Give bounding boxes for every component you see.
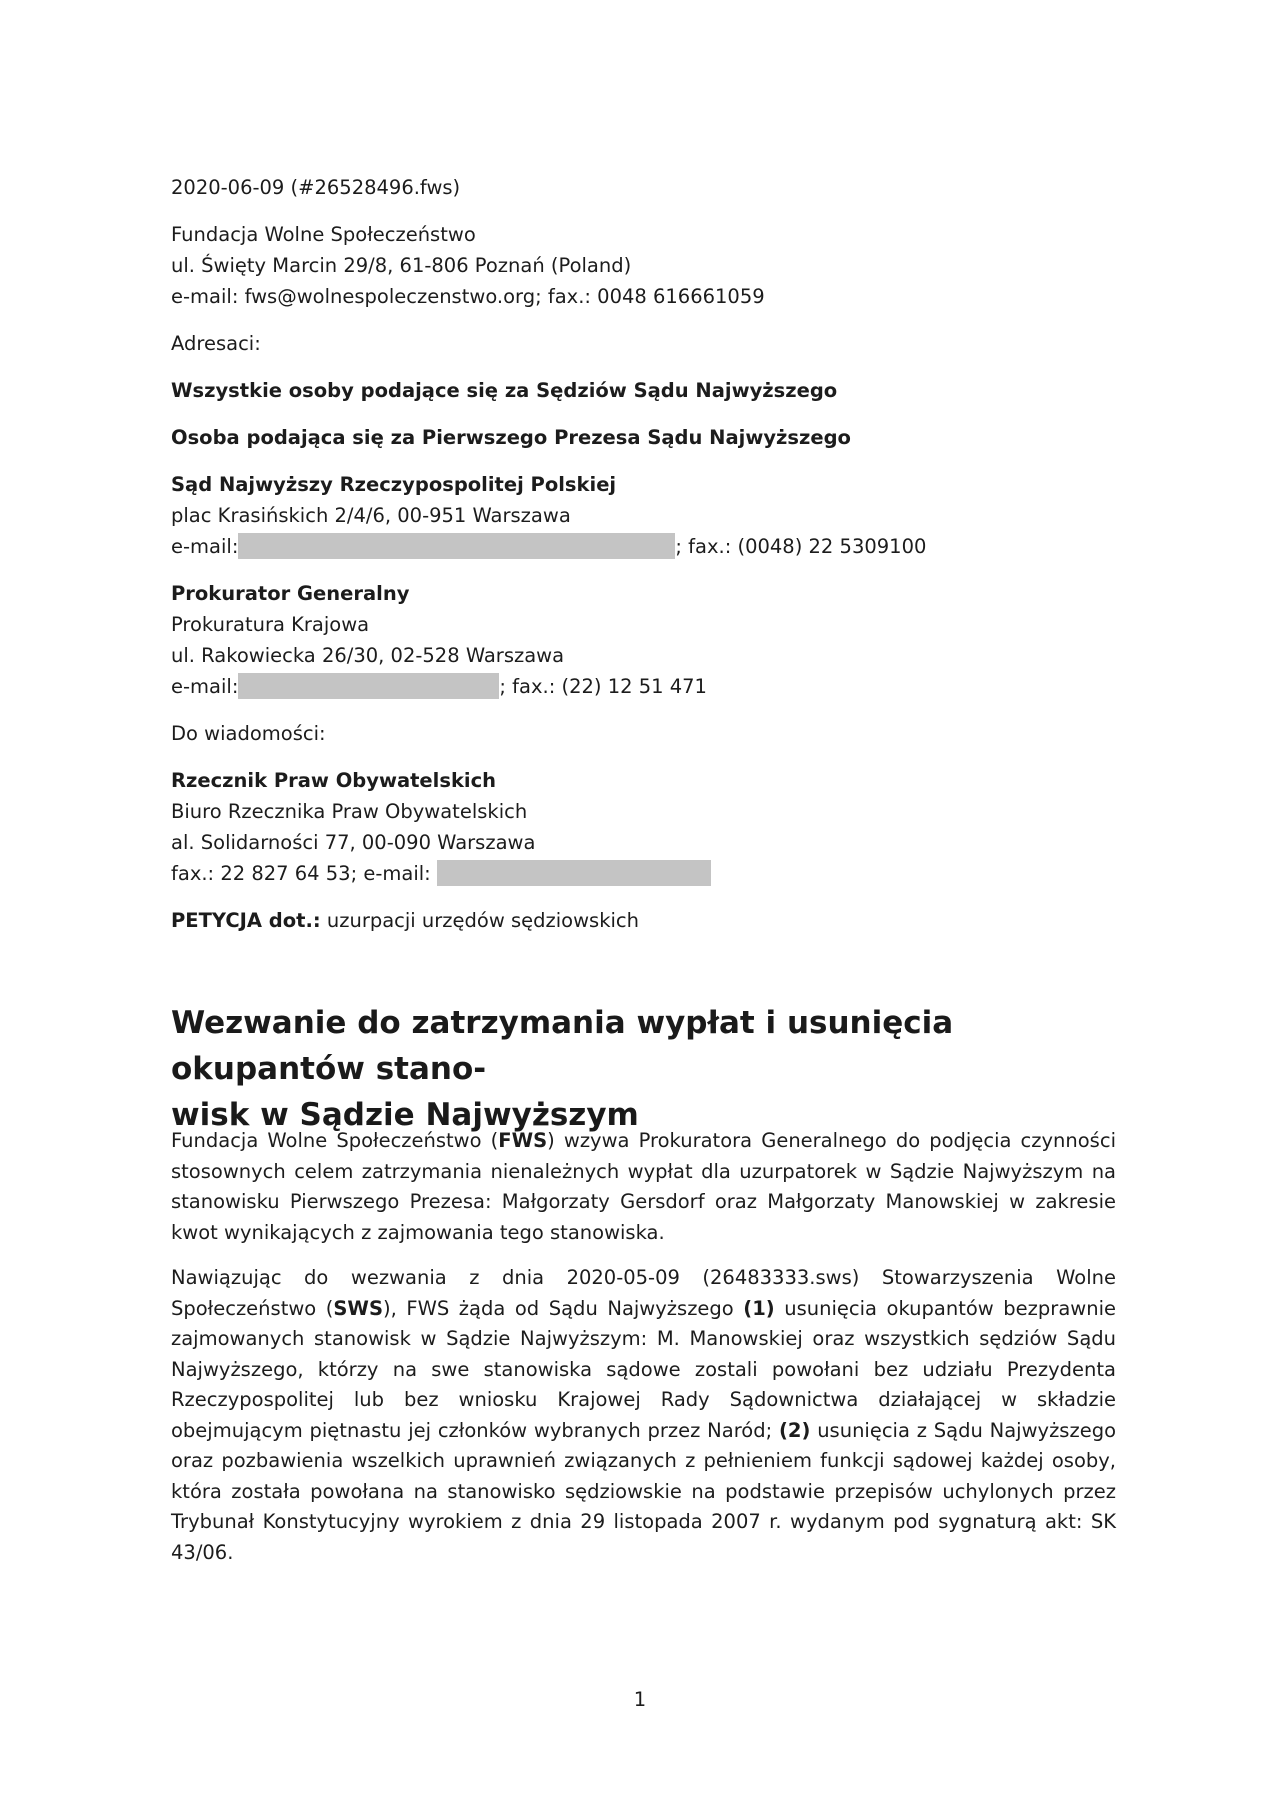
petition-label: PETYCJA dot.: xyxy=(171,909,321,932)
paragraph-1 xyxy=(171,1126,1116,1248)
page-number: 1 xyxy=(633,1688,647,1711)
ombudsman-contact xyxy=(171,858,1111,889)
petition-subject: uzurpacji urzędów sędziowskich xyxy=(326,909,640,932)
sender-name: Fundacja Wolne Społeczeństwo xyxy=(171,223,476,246)
addressees-label: Adresaci: xyxy=(171,332,261,355)
paragraph-1-text-a: Fundacja Wolne Społeczeństwo ( xyxy=(171,1129,499,1152)
point-1-marker: (1) xyxy=(743,1296,775,1320)
paragraph-2-text-a: Nawiązując do wezwania z dnia 2020-05-09 (26483333.sws) Stowarzyszenia Wolne Społeczeństwo ( xyxy=(171,1266,1116,1320)
sender-address: ul. Święty Marcin 29/8, 61-806 Poznań (Poland) xyxy=(171,254,632,277)
ombudsman-office: Biuro Rzecznika Praw Obywatelskich xyxy=(171,800,528,823)
court-fax: ; fax.: (0048) 22 5309100 xyxy=(675,535,927,558)
title-line-1: Wezwanie do zatrzymania wypłat i usunięcia okupantów stano- xyxy=(171,1005,954,1087)
court-name: Sąd Najwyższy Rzeczypospolitej Polskiej xyxy=(171,473,617,496)
title-line-2: wisk w Sądzie Najwyższym xyxy=(171,1097,639,1133)
letter-header xyxy=(171,172,1111,936)
redacted-email-block xyxy=(238,533,675,559)
paragraph-2 xyxy=(171,1263,1116,1568)
abbr-fws: FWS xyxy=(498,1129,548,1152)
court-address: plac Krasińskich 2/4/6, 00-951 Warszawa xyxy=(171,504,571,527)
date-reference: 2020-06-09 (#26528496.fws) xyxy=(171,176,461,199)
prosecutor-email-label: e-mail: xyxy=(171,675,239,698)
prosecutor-contact xyxy=(171,671,1111,702)
paragraph-1-text-c: ) wzywa Prokuratora Generalnego do podjęcia czynności stosownych celem zatrzymania nienależnych wypłat dla uzurpatorek w Sądzie Najwyższym na stanowisku Pierwszego Prezesa: Małgorzaty Gersdorf oraz Małgorzaty Manowskiej w zakresie kwot wynikających z zajmowania tego stanowiska. xyxy=(171,1129,1116,1244)
prosecutor-office: Prokuratura Krajowa xyxy=(171,613,370,636)
sender-contact: e-mail: fws@wolnespoleczenstwo.org; fax.: 0048 616661059 xyxy=(171,285,765,308)
redacted-email-block xyxy=(238,673,499,699)
paragraph-2-text-g: usunięcia z Sądu Najwyższego oraz pozbawienia wszelkich uprawnień związanych z pełnieniem funkcji sądowej każdej osoby, która została powołana na stanowisko sędziowskie na podstawie przepisów uchylonych przez Trybunał Konstytucyjny wyrokiem z dnia 29 listopada 2007 r. wydanym pod sygnaturą akt: SK 43/06. xyxy=(171,1418,1117,1564)
prosecutor-address: ul. Rakowiecka 26/30, 02-528 Warszawa xyxy=(171,644,565,667)
document-body xyxy=(171,1126,1116,1583)
paragraph-2-text-c: ), FWS żąda od Sądu Najwyższego xyxy=(383,1296,744,1320)
addressee-judges: Wszystkie osoby podające się za Sędziów Sądu Najwyższego xyxy=(171,379,838,402)
petition-line xyxy=(171,905,1111,936)
point-2-marker: (2) xyxy=(778,1418,811,1442)
redacted-email-block xyxy=(437,860,711,886)
abbr-sws: SWS xyxy=(333,1296,383,1320)
ombudsman-address: al. Solidarności 77, 00-090 Warszawa xyxy=(171,831,536,854)
court-contact xyxy=(171,531,1111,562)
cc-label: Do wiadomości: xyxy=(171,722,326,745)
addressee-president: Osoba podająca się za Pierwszego Prezesa Sądu Najwyższego xyxy=(171,426,851,449)
paragraph-2-text-e: usunięcia okupantów bezprawnie zajmowanych stanowisk w Sądzie Najwyższym: M. Manowskiej oraz wszystkich sędziów Sądu Najwyższego, którzy na swe stanowiska sądowe zostali powołani bez udziału Prezydenta Rzeczypospolitej lub bez wniosku Krajowej Rady Sądownictwa działającej w składzie obejmującym piętnastu jej członków wybranych przez Naród; xyxy=(171,1296,1116,1442)
document-title xyxy=(171,1000,1131,1138)
ombudsman-fax-email: fax.: 22 827 64 53; e-mail: xyxy=(171,862,431,885)
court-email-label: e-mail: xyxy=(171,535,239,558)
prosecutor-fax: ; fax.: (22) 12 51 471 xyxy=(499,675,707,698)
ombudsman-name: Rzecznik Praw Obywatelskich xyxy=(171,769,497,792)
prosecutor-name: Prokurator Generalny xyxy=(171,582,410,605)
